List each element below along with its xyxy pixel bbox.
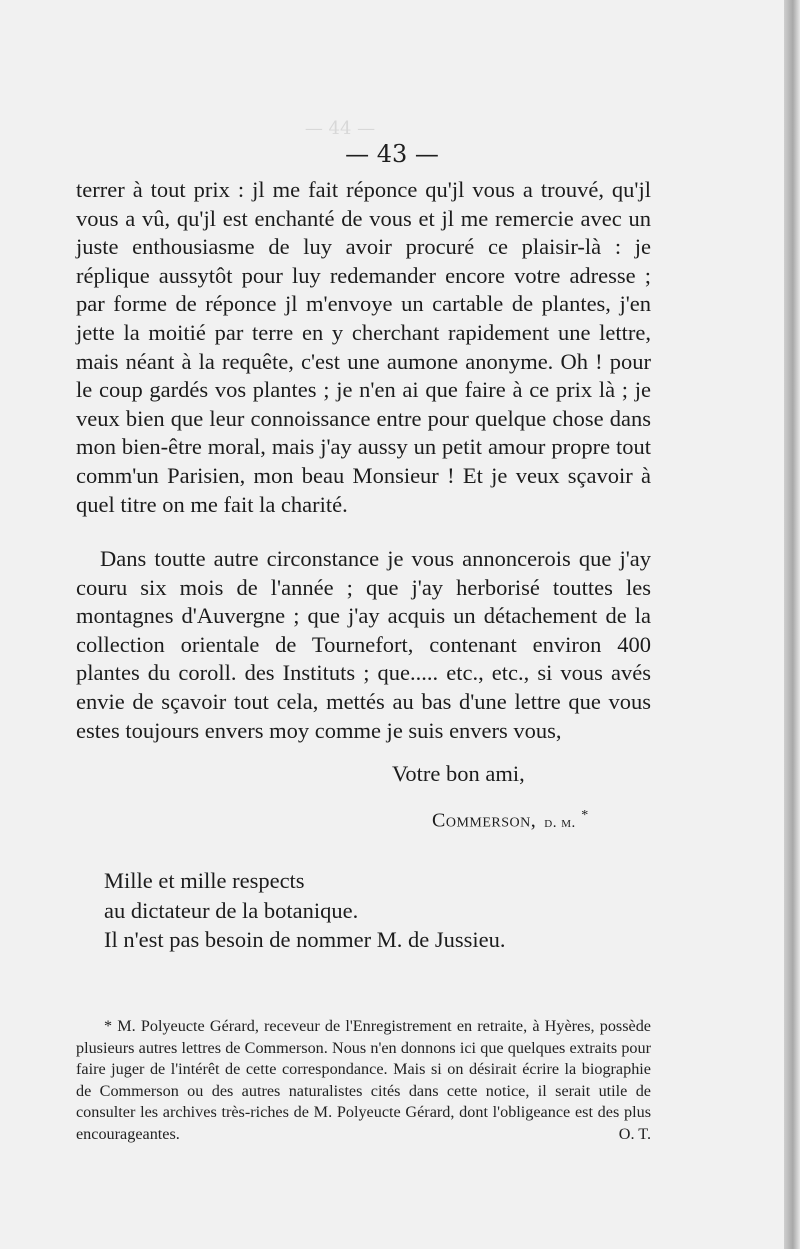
footnote-marker: * <box>581 808 589 823</box>
bleed-through-page-number: — 44 — <box>304 118 376 139</box>
page-number: — 43 — <box>345 140 439 168</box>
letter-paragraph-1: terrer à tout prix : jl me fait réponce qu'jl vous a trouvé, qu'jl vous a vû, qu'jl est enchanté de vous et jl me remercie avec un juste enthousiasme de luy avoir procuré ce plaisir-là : je réplique aussytôt pour luy redemander encore votre adresse ; par forme de réponce jl m'envoye un cartable de plantes, j'en jette la moitié par terre en y cherchant rapidement une lettre, mais néant à la requête, c'est une aumone anonyme. Oh ! pour le coup gardés vos plantes ; je n'en ai que faire à ce prix là ; je veux bien que leur connoissance entre pour quelque chose dans mon bien-être moral, mais j'ay aussy un petit amour propre tout comm'un Parisien, mon beau Monsieur ! Et je veux sçavoir à quel titre on me fait la charité. <box>76 177 651 517</box>
signature-title: d. m. <box>544 814 576 831</box>
postscript-line: au dictateur de la botanique. <box>104 897 359 923</box>
letter-closing: Votre bon ami, <box>392 761 525 786</box>
footnote-text: * M. Polyeucte Gérard, receveur de l'Enregistrement en retraite, à Hyères, possède plusieurs autres lettres de Commerson. Nous n'en donnons ici que quelques extraits pour faire juger de l'intérêt de cette correspondance. Mais si on désirait écrire la biographie de Commerson ou des autres naturalistes cités dans cette notice, il serait utile de consulter les archives très-riches de M. Polyeucte Gérard, dont l'obligeance est des plus encourageantes. <box>76 1017 651 1143</box>
letter-body <box>76 176 651 519</box>
postscript-line: Il n'est pas besoin de nommer M. de Jussieu. <box>104 927 506 952</box>
footnote-initials: O. T. <box>618 1124 651 1143</box>
postscript <box>104 866 506 955</box>
footnote <box>76 1016 651 1146</box>
page-edge <box>784 0 800 1249</box>
letter-paragraph-2: Dans toutte autre circonstance je vous annoncerois que j'ay couru six mois de l'année ; que j'ay herborisé touttes les montagnes d'Auvergne ; que j'ay acquis un détachement de la collection orientale de Tournefort, contenant environ 400 plantes du coroll. des Instituts ; que..... etc., etc., si vous avés envie de sçavoir tout cela, mettés au bas d'une lettre que vous estes toujours envers moy comme je suis envers vous, <box>76 546 651 743</box>
postscript-line: Mille et mille respects <box>104 868 305 893</box>
signature-name: Commerson, <box>432 809 537 832</box>
letter-signature <box>432 808 589 833</box>
